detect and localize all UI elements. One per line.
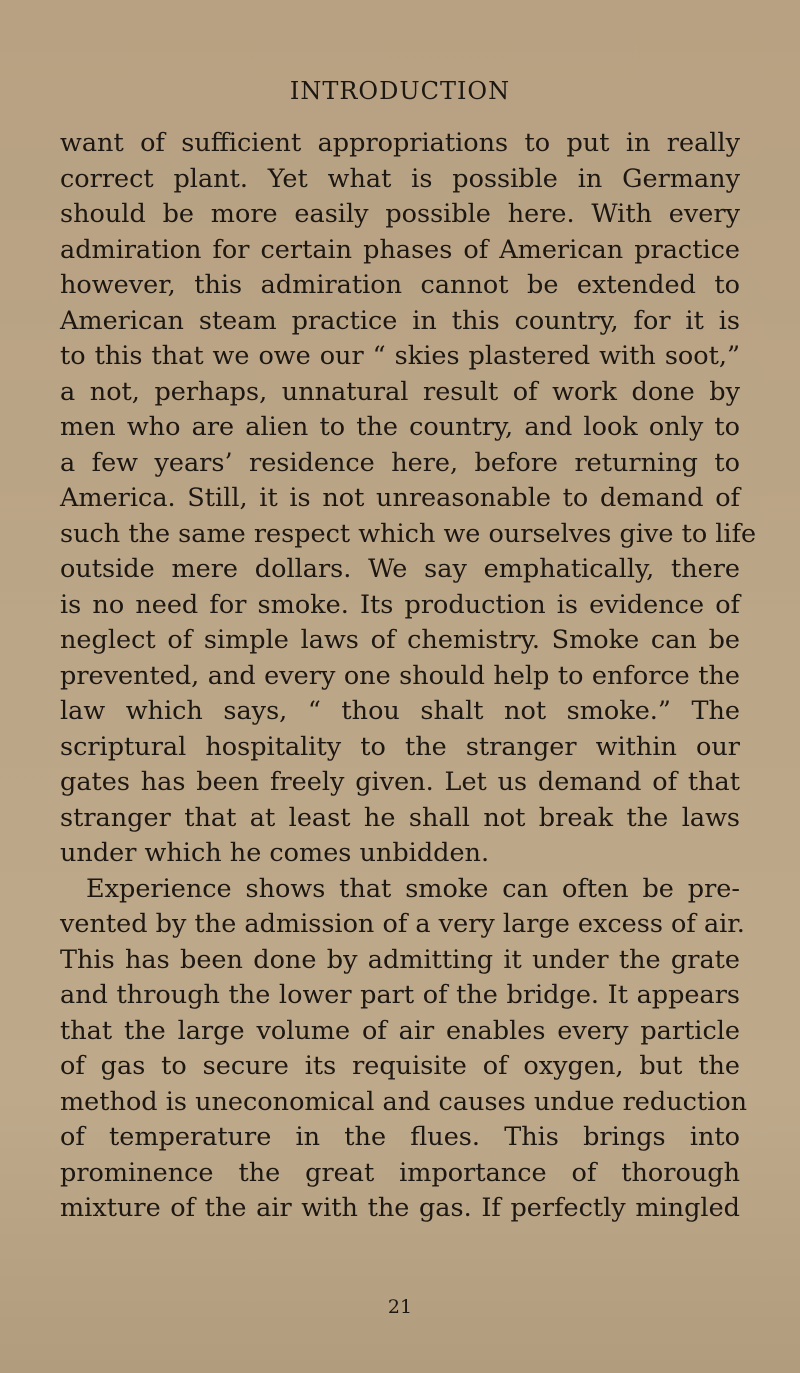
text-line: a not, perhaps, unnatural result of work done by (60, 376, 740, 407)
text-line: of temperature in the flues. This brings into (60, 1122, 740, 1152)
text-line: gates has been freely given. Let us demand of that (60, 767, 740, 797)
text-line: correct plant. Yet what is possible in Germany (60, 163, 740, 194)
text-line: want of sufficient appropriations to put in really (60, 128, 740, 158)
text-line: admiration for certain phases of American practice (60, 234, 740, 265)
text-line: This has been done by admitting it under the grate (60, 944, 740, 975)
text-line: such the same respect which we ourselves give to life (60, 518, 757, 549)
text-line: American steam practice in this country, for it is (60, 305, 740, 336)
page-number: 21 (387, 1296, 413, 1318)
text-line: of gas to secure its requisite of oxygen, but the (60, 1051, 740, 1081)
text-line: under which he comes unbidden. (60, 838, 490, 868)
text-line: should be more easily possible here. With every (60, 199, 740, 229)
text-line: neglect of simple laws of chemistry. Smoke can be (60, 625, 740, 655)
running-head: INTRODUCTION (289, 77, 511, 105)
text-line: and through the lower part of the bridge. It appears (60, 980, 740, 1010)
text-line: stranger that at least he shall not break the laws (60, 802, 740, 833)
text-line: men who are alien to the country, and look only to (60, 412, 740, 442)
text-line: vented by the admission of a very large excess of air. (60, 909, 745, 939)
text-line: Experience shows that smoke can often be pre- (86, 873, 740, 904)
text-line: to this that we owe our “ skies plastered with soot,” (60, 341, 740, 371)
text-line: that the large volume of air enables every particle (60, 1015, 740, 1046)
text-line: law which says, “ thou shalt not smoke.” The (60, 696, 740, 726)
text-line: method is uneconomical and causes undue reduction (60, 1086, 748, 1117)
text-line: prominence the great importance of thorough (60, 1157, 740, 1188)
text-line: prevented, and every one should help to enforce the (60, 660, 740, 691)
text-line: a few years’ residence here, before returning to (60, 447, 740, 478)
text-line: is no need for smoke. Its production is evidence of (60, 589, 740, 620)
text-line: America. Still, it is not unreasonable to demand of (60, 483, 740, 513)
text-line: mixture of the air with the gas. If perfectly mingled (60, 1193, 740, 1223)
text-line: outside mere dollars. We say emphatically, there (60, 554, 740, 584)
text-line: scriptural hospitality to the stranger within our (60, 731, 740, 762)
text-line: however, this admiration cannot be extended to (60, 270, 740, 300)
body-text (60, 126, 757, 1227)
